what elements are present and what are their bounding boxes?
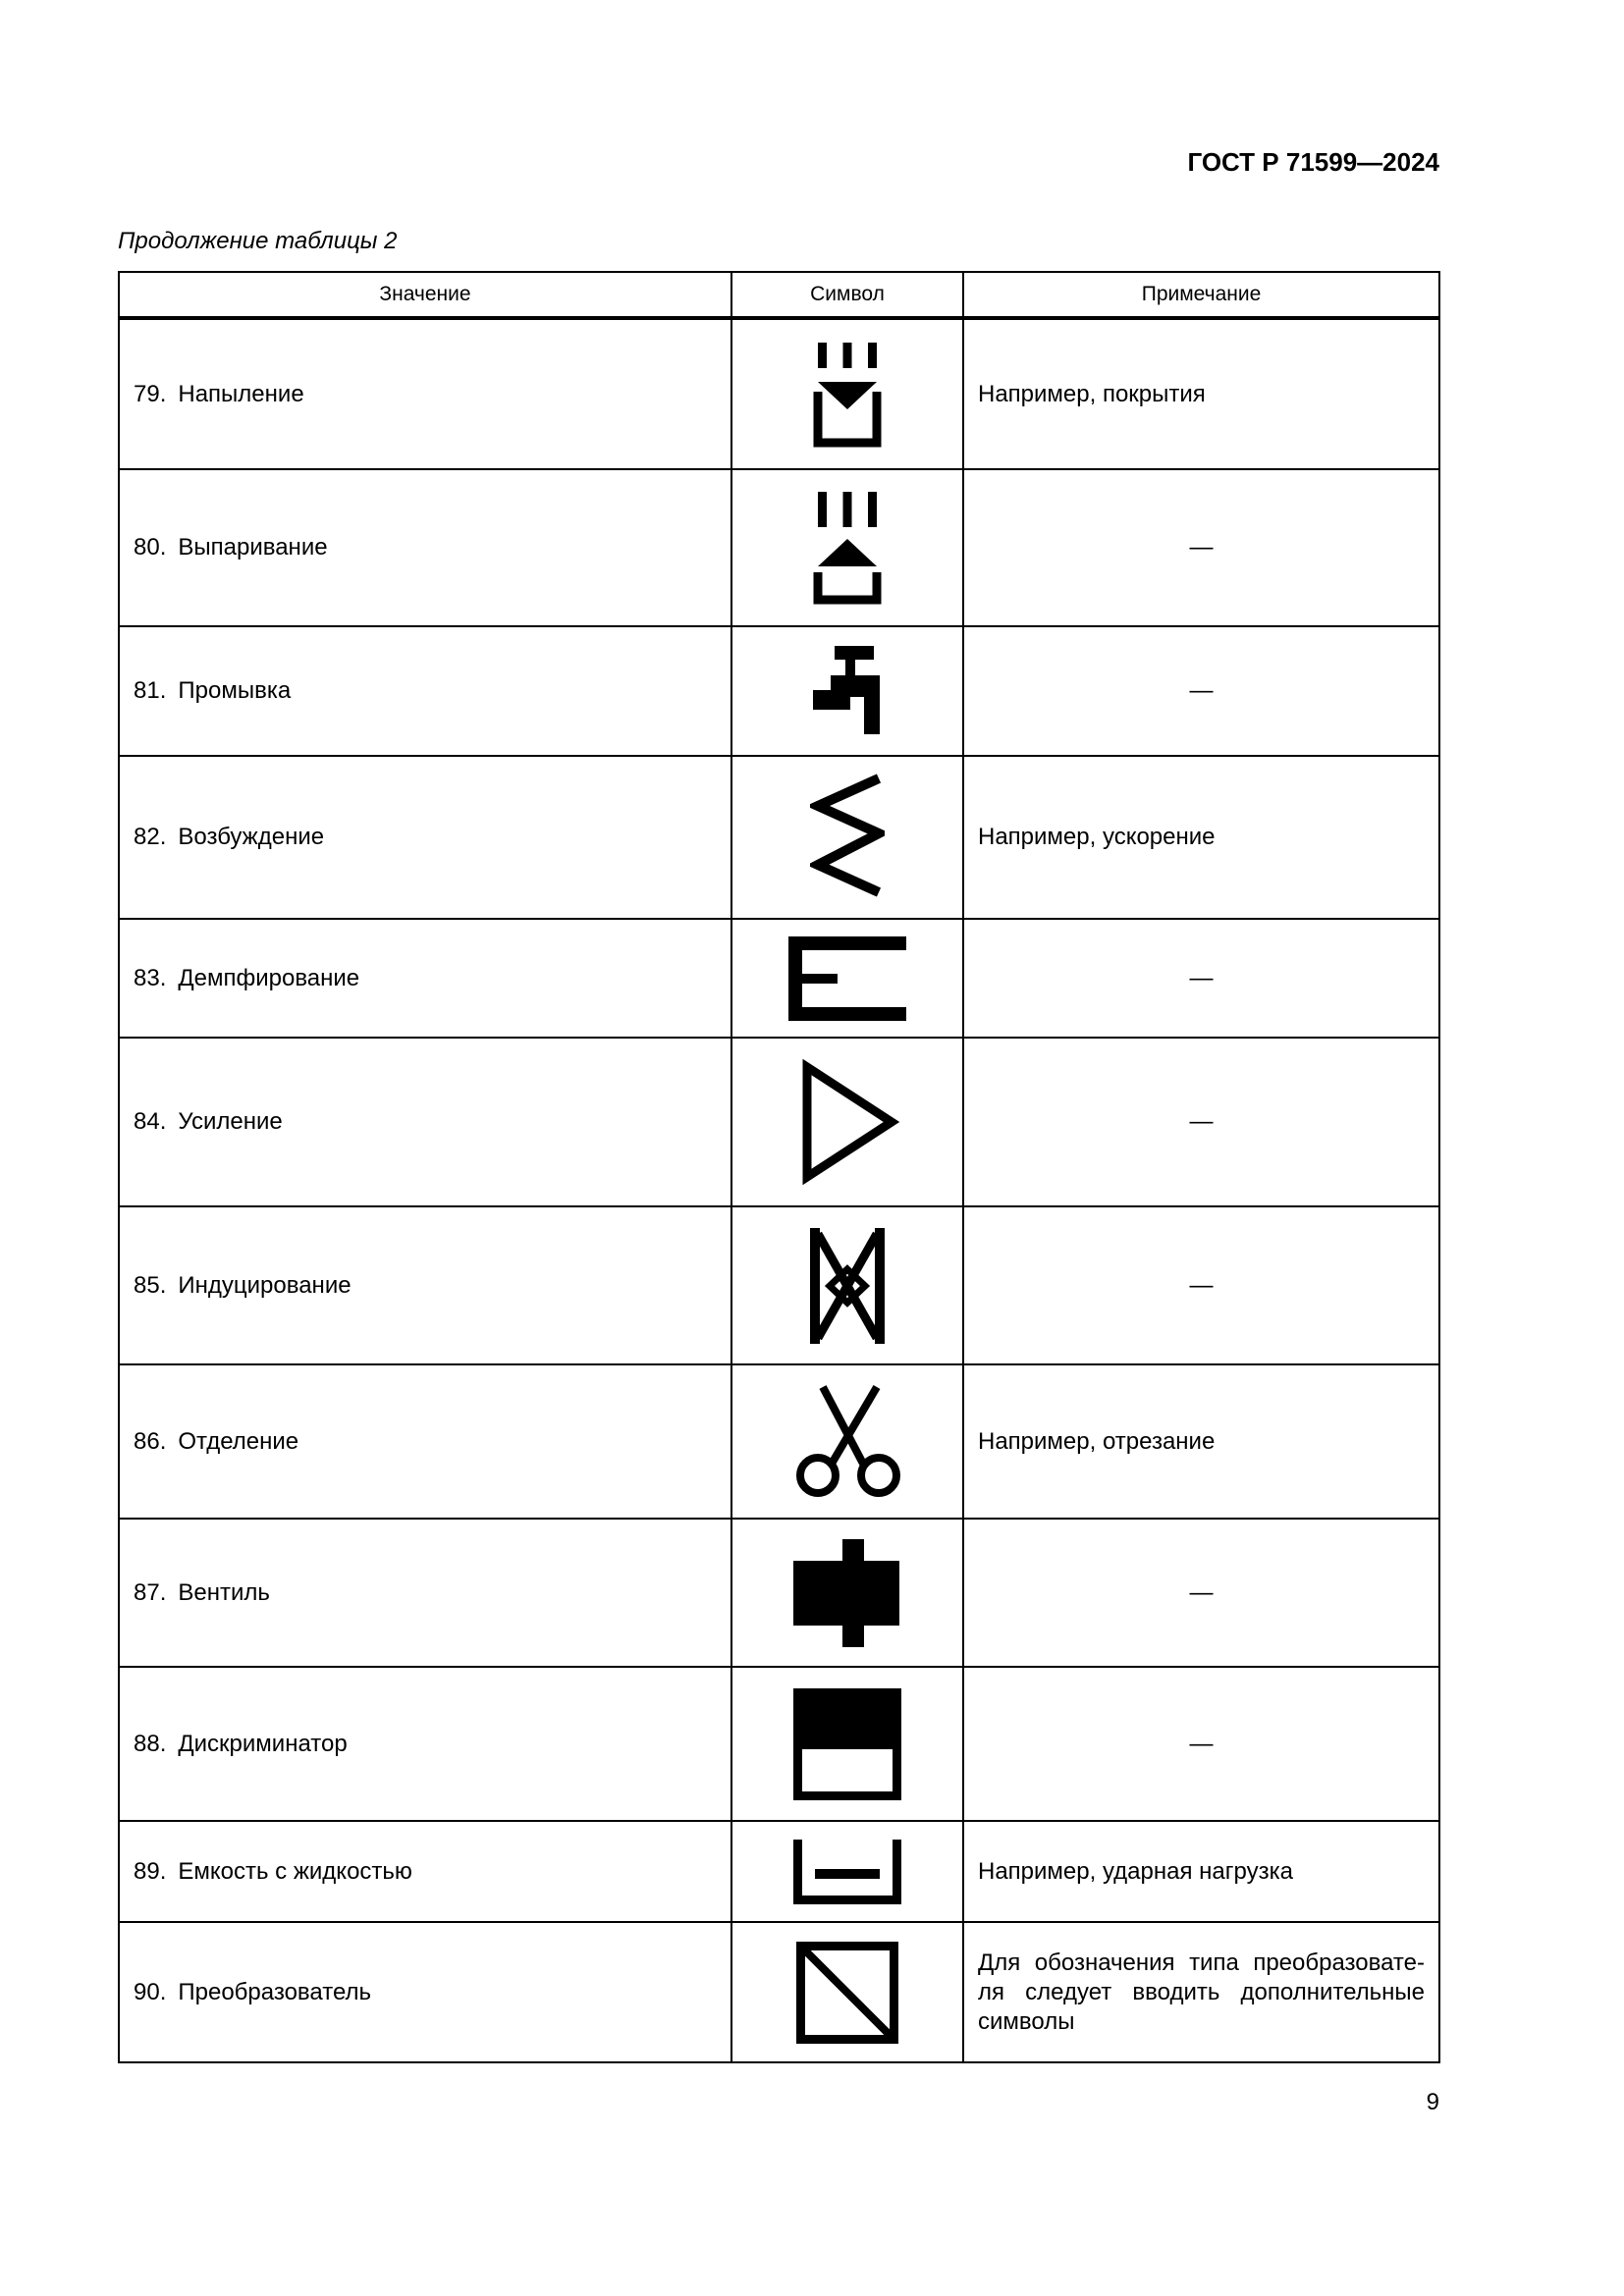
- row-number: 87.: [134, 1578, 167, 1606]
- row-note: —: [963, 1667, 1439, 1821]
- column-header-name: Значение: [119, 272, 731, 318]
- row-note: Например, ускорение: [963, 756, 1439, 919]
- row-symbol-cell: [731, 919, 963, 1038]
- table-row: [119, 318, 1439, 469]
- symbols-table-container: [118, 271, 1440, 2063]
- row-symbol-cell: [731, 626, 963, 756]
- row-note: Например, покрытия: [963, 318, 1439, 469]
- row-note: —: [963, 469, 1439, 626]
- liquid-container-icon: [793, 1840, 901, 1904]
- row-number: 83.: [134, 964, 167, 991]
- row-note: —: [963, 1038, 1439, 1206]
- row-name-cell: [119, 1206, 731, 1364]
- symbols-table: [118, 271, 1440, 2063]
- row-name: Промывка: [178, 677, 292, 704]
- table-row: [119, 1821, 1439, 1922]
- scissors-icon: [788, 1383, 906, 1501]
- table-row: [119, 1922, 1439, 2062]
- row-name: Отделение: [178, 1427, 299, 1455]
- row-name-cell: [119, 1667, 731, 1821]
- row-symbol-cell: [731, 1206, 963, 1364]
- row-symbol-cell: [731, 1038, 963, 1206]
- induction-icon: [808, 1226, 887, 1346]
- damping-icon: [788, 936, 906, 1021]
- row-number: 82.: [134, 824, 167, 850]
- table-row: [119, 919, 1439, 1038]
- row-number: 90.: [134, 1978, 167, 2005]
- table-row: [119, 469, 1439, 626]
- excitation-zigzag-icon: [810, 773, 885, 902]
- document-code: ГОСТ Р 71599—2024: [1187, 147, 1439, 177]
- row-name-cell: [119, 756, 731, 919]
- row-name: Емкость с жидкостью: [178, 1857, 412, 1885]
- row-number: 86.: [134, 1427, 167, 1455]
- row-name-cell: [119, 1038, 731, 1206]
- row-note: —: [963, 626, 1439, 756]
- row-number: 79.: [134, 380, 167, 407]
- row-symbol-cell: [731, 1922, 963, 2062]
- row-symbol-cell: [731, 469, 963, 626]
- row-name-cell: [119, 626, 731, 756]
- spraying-icon: [813, 341, 882, 449]
- column-header-symbol: Символ: [731, 272, 963, 318]
- row-note: Например, отрезание: [963, 1364, 1439, 1519]
- evaporation-icon: [813, 490, 882, 606]
- row-note: —: [963, 919, 1439, 1038]
- discriminator-icon: [793, 1688, 901, 1800]
- row-name: Выпаривание: [178, 534, 328, 561]
- table-continuation-label: Продолжение таблицы 2: [118, 228, 398, 254]
- row-name: Индуцирование: [178, 1271, 352, 1299]
- column-header-note: Примечание: [963, 272, 1439, 318]
- table-row: [119, 1038, 1439, 1206]
- table-row: [119, 1206, 1439, 1364]
- amplification-triangle-icon: [793, 1057, 901, 1187]
- row-symbol-cell: [731, 1364, 963, 1519]
- row-symbol-cell: [731, 1667, 963, 1821]
- row-name-cell: [119, 1519, 731, 1667]
- table-row: [119, 1519, 1439, 1667]
- row-symbol-cell: [731, 1519, 963, 1667]
- table-row: [119, 626, 1439, 756]
- page-number: 9: [1426, 2089, 1439, 2115]
- row-name: Вентиль: [178, 1578, 270, 1606]
- row-name: Возбуждение: [178, 824, 325, 850]
- row-number: 81.: [134, 677, 167, 704]
- row-name: Напыление: [178, 380, 304, 407]
- row-note: —: [963, 1206, 1439, 1364]
- row-number: 85.: [134, 1271, 167, 1299]
- table-row: [119, 756, 1439, 919]
- row-note: —: [963, 1519, 1439, 1667]
- row-symbol-cell: [731, 318, 963, 469]
- row-note: Для обозначения типа преобразовате-ля следует вводить дополнительные символы: [963, 1922, 1439, 2062]
- row-name-cell: [119, 318, 731, 469]
- row-name: Усиление: [178, 1108, 283, 1135]
- row-name-cell: [119, 1821, 731, 1922]
- row-name-cell: [119, 919, 731, 1038]
- table-row: [119, 1364, 1439, 1519]
- converter-icon: [796, 1942, 898, 2044]
- row-name-cell: [119, 1922, 731, 2062]
- row-name: Дискриминатор: [178, 1730, 348, 1757]
- row-name-cell: [119, 469, 731, 626]
- row-number: 84.: [134, 1108, 167, 1135]
- row-symbol-cell: [731, 1821, 963, 1922]
- row-symbol-cell: [731, 756, 963, 919]
- valve-icon: [793, 1539, 901, 1647]
- row-number: 89.: [134, 1857, 167, 1885]
- row-number: 88.: [134, 1730, 167, 1757]
- row-name-cell: [119, 1364, 731, 1519]
- flushing-tap-icon: [813, 646, 882, 736]
- table-row: [119, 1667, 1439, 1821]
- row-name: Преобразователь: [178, 1978, 372, 2005]
- table-header-row: [119, 272, 1439, 318]
- row-note: Например, ударная нагрузка: [963, 1821, 1439, 1922]
- row-number: 80.: [134, 534, 167, 561]
- row-name: Демпфирование: [178, 964, 360, 991]
